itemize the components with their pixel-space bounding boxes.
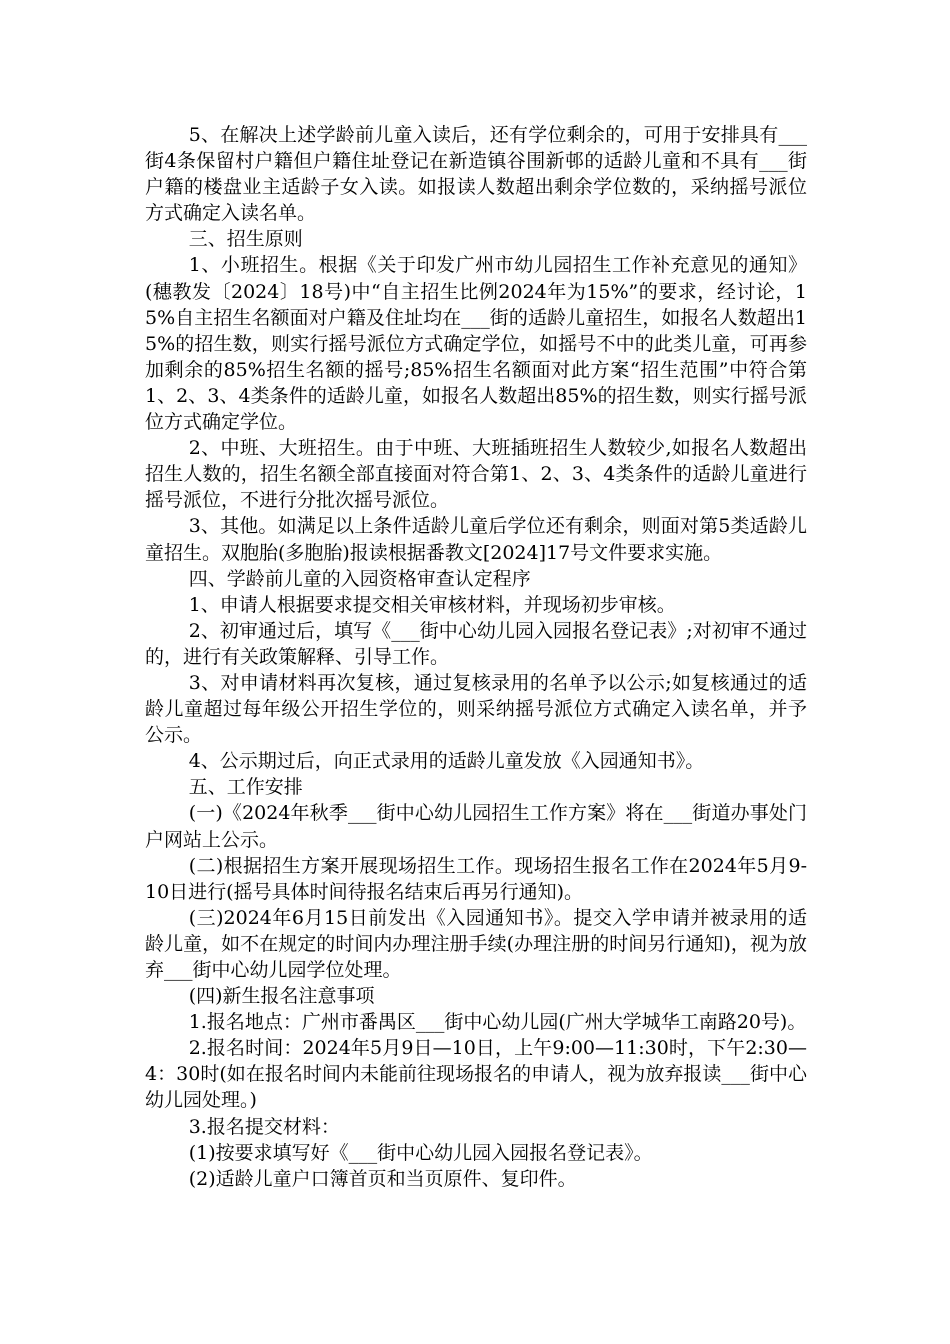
paragraph-arrangement-2: (二)根据招生方案开展现场招生工作。现场招生报名工作在2024年5月9-10日进行(摇号具体时间待报名结束后再另行通知)。 xyxy=(145,854,807,903)
paragraph-arrangement-1: (一)《2024年秋季___街中心幼儿园招生工作方案》将在___街道办事处门户网站上公示。 xyxy=(145,802,807,851)
paragraph-registration-time: 2.报名时间：2024年5月9日—10日，上午9:00—11:30时，下午2:30—4：30时(如在报名时间内未能前往现场报名的申请人，视为放弃报读___街中心幼儿园处理。) xyxy=(145,1037,807,1112)
section-heading-arrangement: 五、工作安排 xyxy=(188,776,303,799)
document-body xyxy=(145,122,807,1192)
paragraph-small-class: 1、小班招生。根据《关于印发广州市幼儿园招生工作补充意见的通知》(穗教发〔2024〕18号)中“自主招生比例2024年为15%”的要求，经讨论，15%自主招生名额面对户籍及住址均在___街的适龄儿童招生，如报名人数超出15%的招生数，则实行摇号派位方式确定学位，如摇号不中的此类儿童，可再参加剩余的85%招生名额的摇号;85%招生名额面对此方案“招生范围”中符合第1、2、3、4类条件的适龄儿童，如报名人数超出85%的招生数，则实行摇号派位方式确定学位。 xyxy=(145,254,807,434)
subsection-heading-registration: (四)新生报名注意事项 xyxy=(188,985,375,1008)
paragraph-middle-large-class: 2、中班、大班招生。由于中班、大班插班招生人数较少,如报名人数超出招生人数的，招生名额全部直接面对符合第1、2、3、4类条件的适龄儿童进行摇号派位，不进行分批次摇号派位。 xyxy=(145,437,807,512)
paragraph-item5-remaining-seats: 5、在解决上述学龄前儿童入读后，还有学位剩余的，可用于安排具有___街4条保留村户籍但户籍住址登记在新造镇谷围新邨的适龄儿童和不具有___街户籍的楼盘业主适龄子女入读。如报读人数超出剩余学位数的，采纳摇号派位方式确定入读名单。 xyxy=(145,124,807,225)
section-heading-review: 四、学龄前儿童的入园资格审查认定程序 xyxy=(188,567,531,590)
paragraph-arrangement-3: (三)2024年6月15日前发出《入园通知书》。提交入学申请并被录用的适龄儿童，如不在规定的时间内办理注册手续(办理注册的时间另行通知)，视为放弃___街中心幼儿园学位处理。 xyxy=(145,906,807,981)
paragraph-registration-location: 1.报名地点：广州市番禺区___街中心幼儿园(广州大学城华工南路20号)。 xyxy=(188,1011,807,1034)
paragraph-material-1: (1)按要求填写好《___街中心幼儿园入园报名登记表》。 xyxy=(188,1141,653,1164)
paragraph-review-step2: 2、初审通过后，填写《___街中心幼儿园入园报名登记表》;对初审不通过的，进行有关政策解释、引导工作。 xyxy=(145,619,807,668)
paragraph-review-step4: 4、公示期过后，向正式录用的适龄儿童发放《入园通知书》。 xyxy=(188,750,705,773)
paragraph-review-step3: 3、对申请材料再次复核，通过复核录用的名单予以公示;如复核通过的适龄儿童超过每年级公开招生学位的，则采纳摇号派位方式确定入读名单，并予公示。 xyxy=(145,671,807,747)
paragraph-material-2: (2)适龄儿童户口簿首页和当页原件、复印件。 xyxy=(188,1167,577,1190)
paragraph-review-step1: 1、申请人根据要求提交相关审核材料，并现场初步审核。 xyxy=(188,593,676,616)
section-heading-principles: 三、招生原则 xyxy=(188,228,303,251)
paragraph-registration-materials: 3.报名提交材料： xyxy=(188,1115,340,1138)
paragraph-other: 3、其他。如满足以上条件适龄儿童后学位还有剩余，则面对第5类适龄儿童招生。双胞胎(多胞胎)报读根据番教文[2024]17号文件要求实施。 xyxy=(145,515,807,564)
